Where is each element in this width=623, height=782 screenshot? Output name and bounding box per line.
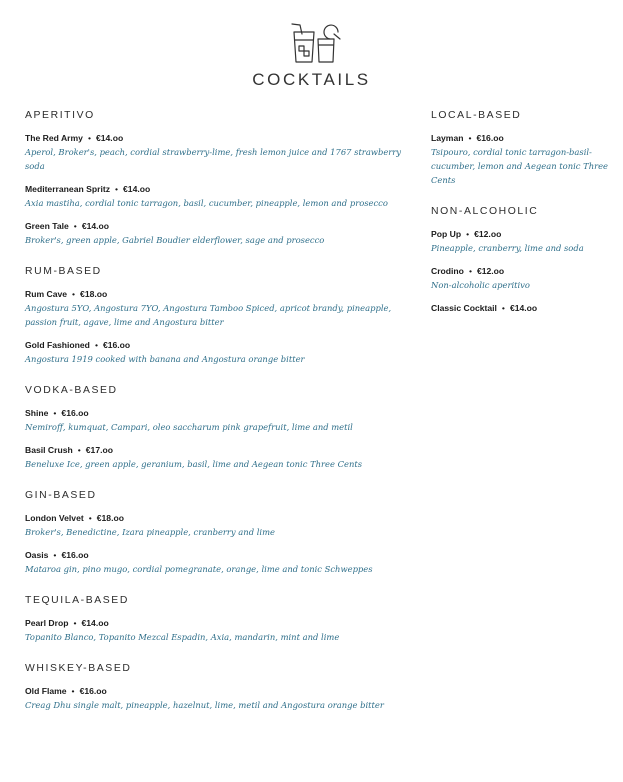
item-price: €16.oo [61, 550, 89, 560]
item-heading [25, 444, 415, 456]
item-description: Angostura 5YO, Angostura 7YO, Angostura Tamboo Spiced, apricot brandy, pineapple, passion fruit, agave, lime and Angostura bitter [25, 303, 392, 327]
menu-item-mediterranean-spritz [25, 183, 415, 210]
item-price: €12.oo [474, 229, 502, 239]
item-heading [25, 617, 415, 629]
menu-item-basil-crush [25, 444, 415, 471]
item-heading [25, 685, 415, 697]
item-description: Topanito Blanco, Topanito Mezcal Espadin, Axia, mandarin, mint and lime [25, 632, 340, 642]
item-description: Axia mastiha, cordial tonic tarragon, basil, cucumber, pineapple, lemon and prosecco [25, 198, 388, 208]
item-description: Angostura 1919 cooked with banana and Angostura orange bitter [25, 354, 305, 364]
item-name: Old Flame [25, 686, 67, 696]
item-price: €17.oo [85, 445, 114, 455]
item-name: London Velvet [25, 513, 84, 523]
menu-section-local-based [431, 110, 611, 187]
page-title: COCKTAILS [252, 70, 371, 89]
item-price: €14.oo [81, 221, 110, 231]
item-name: Gold Fashioned [25, 340, 90, 350]
item-description: Pineapple, cranberry, lime and soda [431, 243, 584, 253]
item-name: Oasis [25, 550, 49, 560]
menu-item-crodino [431, 265, 611, 292]
separator-dot: • [466, 229, 470, 239]
item-name: Pop Up [431, 229, 462, 239]
item-heading [25, 339, 415, 351]
separator-dot: • [468, 133, 472, 143]
separator-dot: • [71, 686, 75, 696]
menu-section-whiskey-based [25, 663, 415, 712]
item-heading [25, 407, 415, 419]
separator-dot: • [73, 221, 77, 231]
cocktail-glasses-icon [288, 20, 346, 64]
separator-dot: • [72, 289, 76, 299]
menu-section-rum-based [25, 266, 415, 366]
menu-item-london-velvet [25, 512, 415, 539]
item-name: Rum Cave [25, 289, 68, 299]
item-price: €14.oo [81, 618, 109, 628]
item-name: Mediterranean Spritz [25, 184, 111, 194]
item-heading [431, 302, 611, 314]
menu-section-aperitivo [25, 110, 415, 247]
section-title: TEQUILA-BASED [25, 595, 129, 606]
item-price: €14.oo [95, 133, 124, 143]
separator-dot: • [94, 340, 98, 350]
item-price: €16.oo [79, 686, 107, 696]
separator-dot: • [115, 184, 119, 194]
item-heading [25, 288, 415, 300]
separator-dot: • [468, 266, 472, 276]
item-heading [431, 132, 611, 144]
item-heading [25, 183, 415, 195]
item-price: €14.oo [123, 184, 151, 194]
separator-dot: • [53, 550, 57, 560]
separator-dot: • [77, 445, 81, 455]
separator-dot: • [501, 303, 505, 313]
item-name: Green Tale [25, 221, 69, 231]
section-title: GIN-BASED [25, 490, 97, 501]
separator-dot: • [88, 513, 92, 523]
menu-item-pop-up [431, 228, 611, 255]
item-description: Nemiroff, kumquat, Campari, oleo saccharum pink grapefruit, lime and metil [25, 422, 353, 432]
item-price: €16.oo [61, 408, 89, 418]
left-column [25, 110, 415, 731]
menu-section-tequila-based [25, 595, 415, 644]
item-description: Aperol, Broker's, peach, cordial strawberry-lime, fresh lemon juice and 1767 strawberry soda [25, 147, 402, 171]
menu-item-pearl-drop [25, 617, 415, 644]
item-price: €12.oo [476, 266, 505, 276]
item-description: Non-alcoholic aperitivo [431, 280, 530, 290]
menu-item-rum-cave [25, 288, 415, 329]
separator-dot: • [73, 618, 77, 628]
item-name: The Red Army [25, 133, 83, 143]
menu-item-green-tale [25, 220, 415, 247]
item-name: Pearl Drop [25, 618, 69, 628]
section-title: WHISKEY-BASED [25, 663, 132, 674]
item-description: Tsipouro, cordial tonic tarragon-basil-cucumber, lemon and Aegean tonic Three Cents [431, 147, 609, 185]
menu-item-old-flame [25, 685, 415, 712]
item-name: Crodino [431, 266, 464, 276]
item-description: Beneluxe Ice, green apple, geranium, basil, lime and Aegean tonic Three Cents [25, 459, 363, 469]
item-name: Classic Cocktail [431, 303, 497, 313]
section-title: APERITIVO [25, 110, 95, 121]
item-description: Broker's, Benedictine, Izara pineapple, cranberry and lime [25, 527, 275, 537]
item-heading [431, 228, 611, 240]
item-heading [25, 132, 415, 144]
menu-item-layman [431, 132, 611, 187]
right-column [431, 110, 611, 333]
menu-item-oasis [25, 549, 415, 576]
menu-section-non-alcoholic [431, 206, 611, 314]
item-name: Basil Crush [25, 445, 73, 455]
menu-item-gold-fashioned [25, 339, 415, 366]
item-price: €16.oo [102, 340, 131, 350]
section-title: NON-ALCOHOLIC [431, 206, 539, 217]
item-heading [431, 265, 611, 277]
item-price: €16.oo [476, 133, 504, 143]
menu-item-the-red-army [25, 132, 415, 173]
section-title: RUM-BASED [25, 266, 102, 277]
menu-item-classic-cocktail [431, 302, 611, 314]
item-heading [25, 512, 415, 524]
item-name: Layman [431, 133, 464, 143]
separator-dot: • [87, 133, 91, 143]
section-title: VODKA-BASED [25, 385, 118, 396]
item-description: Mataroa gin, pino mugo, cordial pomegranate, orange, lime and tonic Schweppes [25, 564, 373, 574]
item-heading [25, 220, 415, 232]
menu-section-vodka-based [25, 385, 415, 471]
item-price: €18.oo [96, 513, 124, 523]
item-description: Creag Dhu single malt, pineapple, hazelnut, lime, metil and Angostura orange bitter [25, 700, 384, 710]
item-description: Broker's, green apple, Gabriel Boudier elderflower, sage and prosecco [25, 235, 325, 245]
menu-item-shine [25, 407, 415, 434]
menu-section-gin-based [25, 490, 415, 576]
item-price: €18.oo [80, 289, 108, 299]
item-heading [25, 549, 415, 561]
section-title: LOCAL-BASED [431, 110, 522, 121]
item-name: Shine [25, 408, 49, 418]
item-price: €14.oo [509, 303, 538, 313]
separator-dot: • [53, 408, 57, 418]
